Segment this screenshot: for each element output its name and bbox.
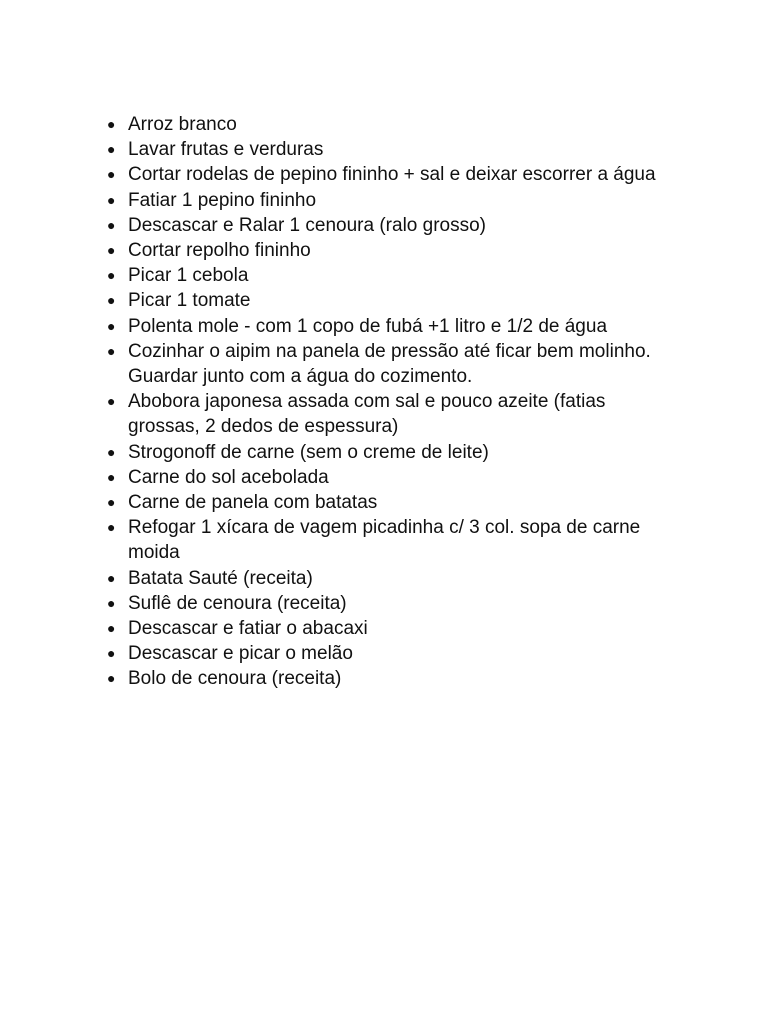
- bullet-icon: ●: [107, 569, 116, 586]
- bullet-icon: ●: [107, 141, 116, 158]
- list-item-text: Carne de panela com batatas: [128, 492, 378, 514]
- list-item: [104, 339, 674, 389]
- bullet-icon: ●: [107, 191, 116, 208]
- list-item-text: Batata Sauté (receita): [128, 567, 313, 589]
- list-item-text: Descascar e picar o melão: [128, 643, 353, 665]
- list-item: [104, 112, 674, 137]
- list-item: [104, 213, 674, 238]
- list-item: [104, 591, 674, 616]
- list-item-text: Descascar e Ralar 1 cenoura (ralo grosso): [128, 214, 486, 236]
- list-item-text: Polenta mole - com 1 copo de fubá +1 litro e 1/2 de água: [128, 315, 608, 337]
- list-item-text: Fatiar 1 pepino fininho: [128, 189, 317, 211]
- bullet-icon: ●: [107, 670, 116, 687]
- list-item-text: Cortar rodelas de pepino fininho + sal e deixar escorrer a água: [128, 164, 656, 186]
- list-item-text: Abobora japonesa assada com sal e pouco azeite (fatias grossas, 2 dedos de espessura): [128, 391, 606, 438]
- list-item: [104, 188, 674, 213]
- list-item: [104, 641, 674, 666]
- list-item-text: Arroz branco: [128, 114, 237, 135]
- list-item-text: Cortar repolho fininho: [128, 240, 311, 262]
- list-item: [104, 389, 674, 439]
- bullet-icon: ●: [107, 519, 116, 536]
- list-item: [104, 490, 674, 515]
- bullet-icon: ●: [107, 216, 116, 233]
- bullet-icon: ●: [107, 620, 116, 637]
- bullet-icon: ●: [107, 468, 116, 485]
- list-item-text: Strogonoff de carne (sem o creme de leite): [128, 441, 489, 463]
- bullet-icon: ●: [107, 116, 116, 132]
- bullet-icon: ●: [107, 267, 116, 284]
- list-item: [104, 162, 674, 187]
- list-item: [104, 465, 674, 490]
- bullet-icon: ●: [107, 292, 116, 309]
- list-item-text: Lavar frutas e verduras: [128, 139, 324, 161]
- list-item: [104, 616, 674, 641]
- list-item: [104, 288, 674, 313]
- bullet-icon: ●: [107, 443, 116, 460]
- list-item: [104, 314, 674, 339]
- bullet-icon: ●: [107, 242, 116, 259]
- list-item-text: Carne do sol acebolada: [128, 466, 329, 488]
- list-item: [104, 440, 674, 465]
- bullet-icon: ●: [107, 494, 116, 511]
- list-item-text: Cozinhar o aipim na panela de pressão até ficar bem molinho. Guardar junto com a água do cozimento.: [128, 340, 651, 388]
- list-item-text: Refogar 1 xícara de vagem picadinha c/ 3 col. sopa de carne moida: [128, 517, 641, 564]
- list-item: [104, 666, 674, 691]
- list-item: [104, 566, 674, 591]
- list-item: [104, 263, 674, 288]
- list-item: [104, 238, 674, 263]
- bullet-list: [104, 112, 674, 692]
- list-item: [104, 515, 674, 565]
- list-item: [104, 137, 674, 162]
- list-item-text: Picar 1 cebola: [128, 265, 249, 287]
- list-item-text: Suflê de cenoura (receita): [128, 592, 347, 614]
- bullet-icon: ●: [107, 166, 116, 183]
- list-item-text: Bolo de cenoura (receita): [128, 668, 342, 690]
- bullet-icon: ●: [107, 645, 116, 662]
- list-item-text: Descascar e fatiar o abacaxi: [128, 618, 368, 640]
- bullet-icon: ●: [107, 317, 116, 334]
- bullet-icon: ●: [107, 342, 116, 359]
- bullet-icon: ●: [107, 393, 116, 410]
- bullet-icon: ●: [107, 594, 116, 611]
- list-item-text: Picar 1 tomate: [128, 290, 251, 312]
